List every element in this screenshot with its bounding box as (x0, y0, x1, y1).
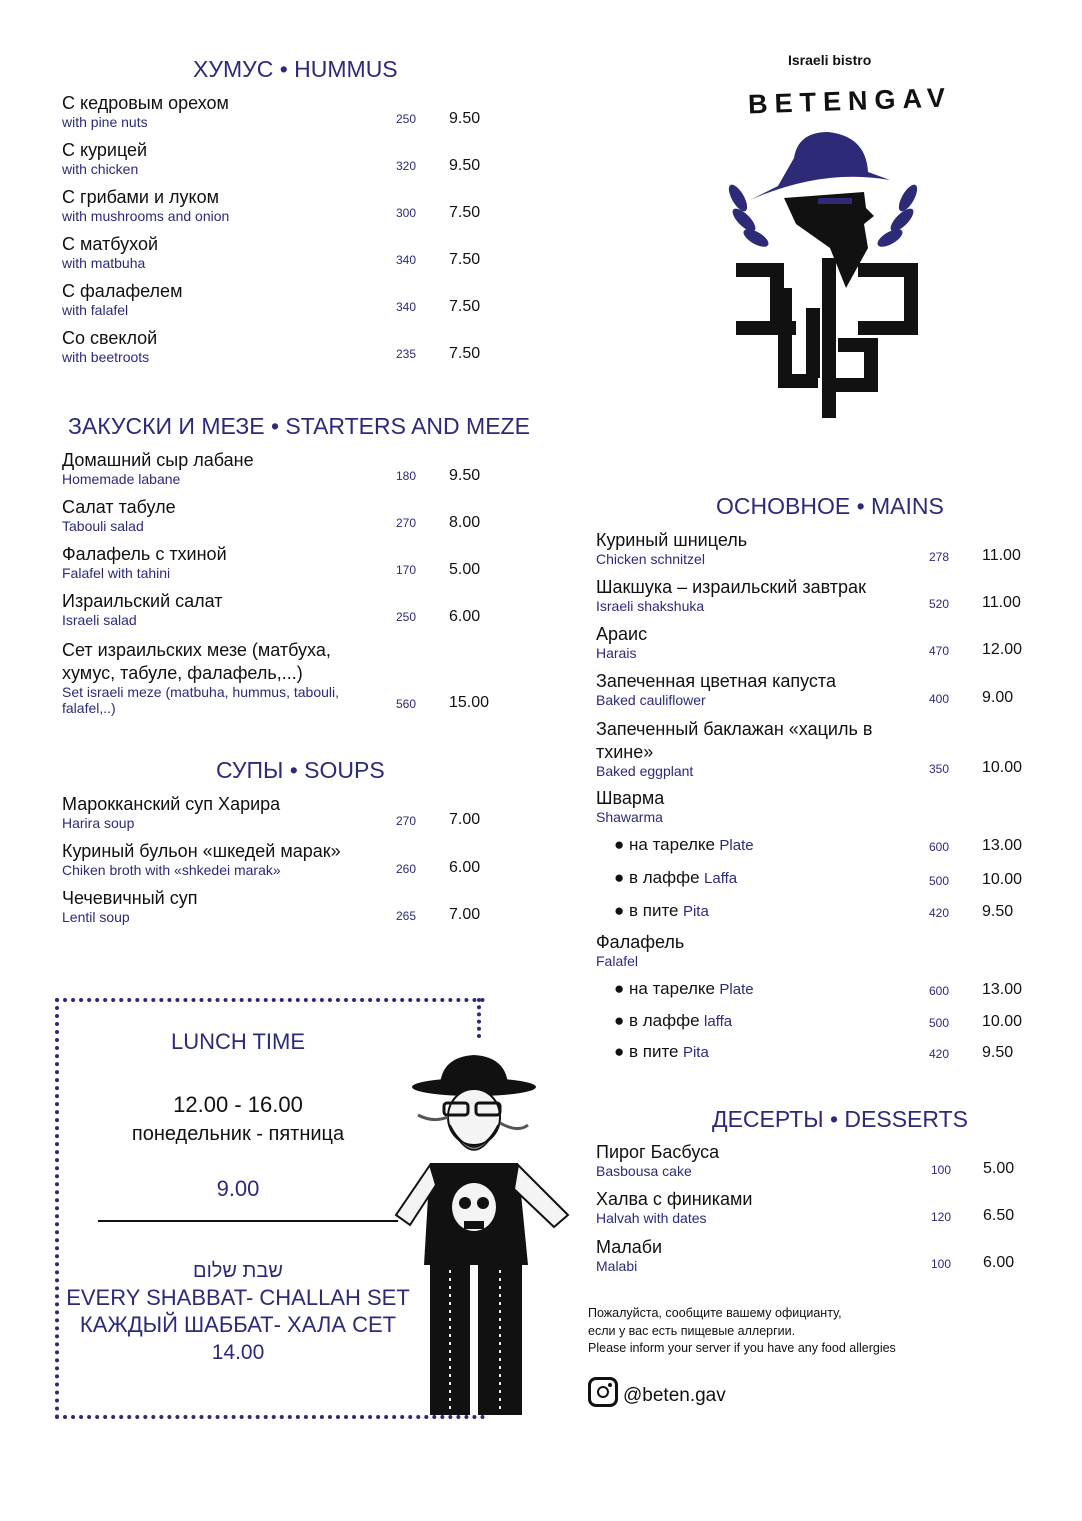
item-price: 13.00 (982, 837, 1023, 854)
menu-item (596, 718, 872, 779)
instagram-icon[interactable] (588, 1377, 618, 1407)
menu-item (62, 328, 157, 365)
item-name-en: Israeli shakshuka (596, 598, 705, 614)
item-price: 5.00 (449, 561, 481, 578)
item-weight: 600 (929, 984, 950, 998)
item-name-en: Baked cauliflower (596, 692, 706, 708)
item-name-ru: Чечевичный суп (62, 888, 198, 908)
lunch-title: LUNCH TIME (170, 1029, 306, 1054)
menu-item (62, 794, 280, 831)
item-name-en: Halvah with dates (596, 1210, 707, 1226)
menu-item (62, 638, 339, 716)
item-price: 10.00 (982, 1013, 1023, 1030)
item-price: 9.50 (449, 467, 481, 484)
item-weight: 560 (396, 697, 417, 711)
item-name-ru: Салат табуле (62, 497, 176, 517)
menu-item (62, 140, 147, 177)
item-name-en: Chiken broth with «shkedei marak» (62, 862, 281, 878)
item-name-ru: Домашний сыр лабане (62, 450, 254, 470)
option-name-ru: в лаффе (629, 868, 700, 887)
item-name-en: Shawarma (596, 809, 663, 825)
item-price: 9.50 (449, 157, 481, 174)
menu-item (596, 577, 866, 614)
item-weight: 320 (396, 159, 417, 173)
item-name-ru: Куриный бульон «шкедей марак» (62, 841, 341, 861)
menu-item (596, 1189, 752, 1226)
item-weight: 180 (396, 469, 417, 483)
menu-item (62, 93, 229, 130)
item-weight: 340 (396, 300, 417, 314)
menu-item (596, 671, 836, 708)
item-weight: 300 (396, 206, 417, 220)
item-name-ru: Запеченный баклажан «хациль в (596, 719, 873, 739)
menu-item (62, 497, 176, 534)
option-row (614, 835, 754, 855)
lunch-days: понедельник - пятница (131, 1123, 345, 1145)
bullet-icon: ● (614, 1042, 629, 1061)
item-price: 12.00 (982, 641, 1023, 658)
item-name-ru: тхине» (596, 742, 654, 762)
item-weight: 260 (396, 862, 417, 876)
item-name-en: Basbousa cake (596, 1163, 692, 1179)
item-name-en: Falafel (596, 953, 639, 969)
item-name-ru: Израильский салат (62, 591, 223, 611)
logo-name: BETENGAV (747, 82, 953, 120)
item-name-ru: Халва с финиками (596, 1189, 753, 1209)
item-name-en: with beetroots (62, 349, 150, 365)
item-price: 7.50 (449, 345, 481, 362)
item-weight: 400 (929, 692, 950, 706)
item-name-en: Harais (596, 645, 637, 661)
shabbat-ru: КАЖДЫЙ ШАББАТ- ХАЛА СЕТ (79, 1312, 397, 1337)
item-price: 5.00 (983, 1160, 1015, 1177)
desserts-title: ДЕСЕРТЫ • DESSERTS (712, 1106, 968, 1132)
menu-item (62, 234, 158, 271)
shabbat-en: EVERY SHABBAT- CHALLAH SET (66, 1285, 410, 1310)
bullet-icon: ● (614, 979, 629, 998)
item-price: 7.00 (449, 811, 481, 828)
item-price: 9.00 (982, 689, 1014, 706)
item-name-ru: С кедровым орехом (62, 93, 229, 113)
option-name-ru: в пите (629, 901, 679, 920)
instagram-handle[interactable]: @beten.gav (623, 1385, 726, 1406)
item-weight: 420 (929, 1047, 950, 1061)
option-row (614, 1011, 732, 1031)
allergy-line: Please inform your server if you have any food allergies (588, 1341, 896, 1355)
item-price: 6.00 (449, 859, 481, 876)
item-price: 6.00 (449, 608, 481, 625)
bullet-icon: ● (614, 901, 629, 920)
option-name-en: Pita (682, 903, 709, 920)
item-name-ru: Араис (596, 624, 648, 644)
item-price: 10.00 (982, 759, 1023, 776)
item-name-ru: Малаби (596, 1237, 663, 1257)
item-name-en: Falafel with tahini (62, 565, 171, 581)
hummus-title: ХУМУС • HUMMUS (193, 56, 398, 82)
logo-emblem (718, 128, 928, 423)
lunch-hebrew: שבת שלום (193, 1260, 283, 1282)
item-name-en: Israeli salad (62, 612, 137, 628)
item-name-en: falafel,..) (62, 700, 116, 716)
item-name-ru: Сет израильских мезе (матбуха, (62, 640, 331, 660)
item-weight: 270 (396, 814, 417, 828)
logo-tagline: Israeli bistro (788, 52, 872, 68)
item-name-en: with pine nuts (62, 114, 148, 130)
item-price: 10.00 (982, 871, 1023, 888)
bullet-icon: ● (614, 1011, 629, 1030)
item-price: 8.00 (449, 514, 481, 531)
option-row (614, 979, 754, 999)
item-price: 7.50 (449, 204, 481, 221)
item-name-ru: Куриный шницель (596, 530, 748, 550)
lunch-divider (98, 1220, 398, 1222)
item-name-ru: С фалафелем (62, 281, 183, 301)
item-name-en: Malabi (596, 1258, 638, 1274)
item-name-en: Set israeli meze (matbuha, hummus, tabouli, (62, 684, 340, 700)
item-name-ru: Фалафель с тхиной (62, 544, 227, 564)
menu-item (62, 888, 197, 925)
option-name-ru: на тарелке (629, 835, 715, 854)
item-weight: 270 (396, 516, 417, 530)
item-price: 7.50 (449, 251, 481, 268)
item-name-ru: Со свеклой (62, 328, 158, 348)
item-price: 9.50 (982, 903, 1014, 920)
menu-item (62, 450, 254, 487)
menu-item (596, 530, 747, 567)
bullet-icon: ● (614, 868, 629, 887)
item-name-ru: С грибами и луком (62, 187, 219, 207)
item-name-ru: Пирог Басбуса (596, 1142, 720, 1162)
starters-title: ЗАКУСКИ И МЕЗЕ • STARTERS AND MEZE (68, 413, 530, 439)
instagram-dot (608, 1383, 612, 1387)
item-weight: 350 (929, 762, 950, 776)
option-name-en: laffa (704, 1013, 733, 1030)
lunch-price: 9.00 (216, 1176, 260, 1201)
item-weight: 600 (929, 840, 950, 854)
item-name-en: Homemade labane (62, 471, 181, 487)
option-row (614, 1042, 709, 1062)
shabbat-price: 14.00 (211, 1341, 265, 1364)
menu-item (596, 1237, 662, 1274)
allergy-note (588, 1305, 896, 1358)
item-name-en: Baked eggplant (596, 763, 694, 779)
item-weight: 250 (396, 112, 417, 126)
option-name-en: Pita (682, 1044, 709, 1061)
option-name-ru: в лаффе (629, 1011, 700, 1030)
option-name-en: Plate (719, 981, 754, 998)
item-name-en: Tabouli salad (62, 518, 144, 534)
allergy-line: если у вас есть пищевые аллергии. (588, 1323, 796, 1338)
allergy-line: Пожалуйста, сообщите вашему официанту, (588, 1306, 842, 1320)
item-weight: 120 (931, 1210, 952, 1224)
item-price: 7.00 (449, 906, 481, 923)
menu-item (596, 624, 647, 661)
item-price: 11.00 (982, 594, 1021, 611)
option-row (614, 868, 737, 888)
item-name-en: with mushrooms and onion (62, 208, 230, 224)
menu-item (62, 187, 229, 224)
menu-item (62, 544, 227, 581)
item-price: 13.00 (982, 981, 1023, 998)
menu-item (62, 281, 182, 318)
menu-item (596, 1142, 719, 1179)
option-name-ru: на тарелке (629, 979, 715, 998)
item-weight: 265 (396, 909, 417, 923)
item-weight: 100 (931, 1163, 952, 1177)
item-weight: 250 (396, 610, 417, 624)
menu-item (62, 841, 341, 878)
item-name-ru: С матбухой (62, 234, 159, 254)
item-name-ru: Шакшука – израильский завтрак (596, 577, 866, 597)
item-name-en: Lentil soup (62, 909, 130, 925)
item-weight: 520 (929, 597, 950, 611)
item-price: 6.00 (983, 1254, 1015, 1271)
mains-title: ОСНОВНОЕ • MAINS (716, 493, 944, 519)
item-name-ru: хумус, табуле, фалафель,...) (62, 663, 303, 683)
item-name-ru: Шварма (596, 788, 665, 808)
item-weight: 340 (396, 253, 417, 267)
item-price: 9.50 (982, 1044, 1014, 1061)
menu-item-falafel (596, 932, 684, 969)
item-price: 11.00 (982, 547, 1021, 564)
item-name-en: Chicken schnitzel (596, 551, 705, 567)
option-name-ru: в пите (629, 1042, 679, 1061)
menu-item (62, 591, 223, 628)
item-weight: 170 (396, 563, 417, 577)
item-name-en: with matbuha (62, 255, 146, 271)
item-name-ru: Фалафель (596, 932, 685, 952)
item-price: 9.50 (449, 110, 481, 127)
lunch-hours: 12.00 - 16.00 (173, 1092, 303, 1117)
item-weight: 500 (929, 1016, 950, 1030)
option-row (614, 901, 709, 921)
item-name-en: Harira soup (62, 815, 135, 831)
item-price: 15.00 (449, 694, 490, 711)
item-weight: 100 (931, 1257, 952, 1271)
item-weight: 278 (929, 550, 950, 564)
item-weight: 235 (396, 347, 417, 361)
item-price: 7.50 (449, 298, 481, 315)
item-weight: 500 (929, 874, 950, 888)
item-name-ru: Запеченная цветная капуста (596, 671, 836, 691)
item-price: 6.50 (983, 1207, 1015, 1224)
item-name-en: with chicken (62, 161, 139, 177)
rabbi-illustration (378, 1045, 588, 1415)
option-name-en: Plate (719, 837, 754, 854)
item-name-en: with falafel (62, 302, 129, 318)
option-name-en: Laffa (704, 870, 738, 887)
bullet-icon: ● (614, 835, 629, 854)
item-name-ru: С курицей (62, 140, 148, 160)
item-weight: 470 (929, 644, 950, 658)
menu-item-shawarma (596, 788, 664, 825)
instagram-lens (597, 1386, 609, 1398)
soups-title: СУПЫ • SOUPS (216, 757, 385, 783)
item-name-ru: Марокканский суп Харира (62, 794, 281, 814)
lunch-box-border-right (477, 998, 485, 1038)
item-weight: 420 (929, 906, 950, 920)
